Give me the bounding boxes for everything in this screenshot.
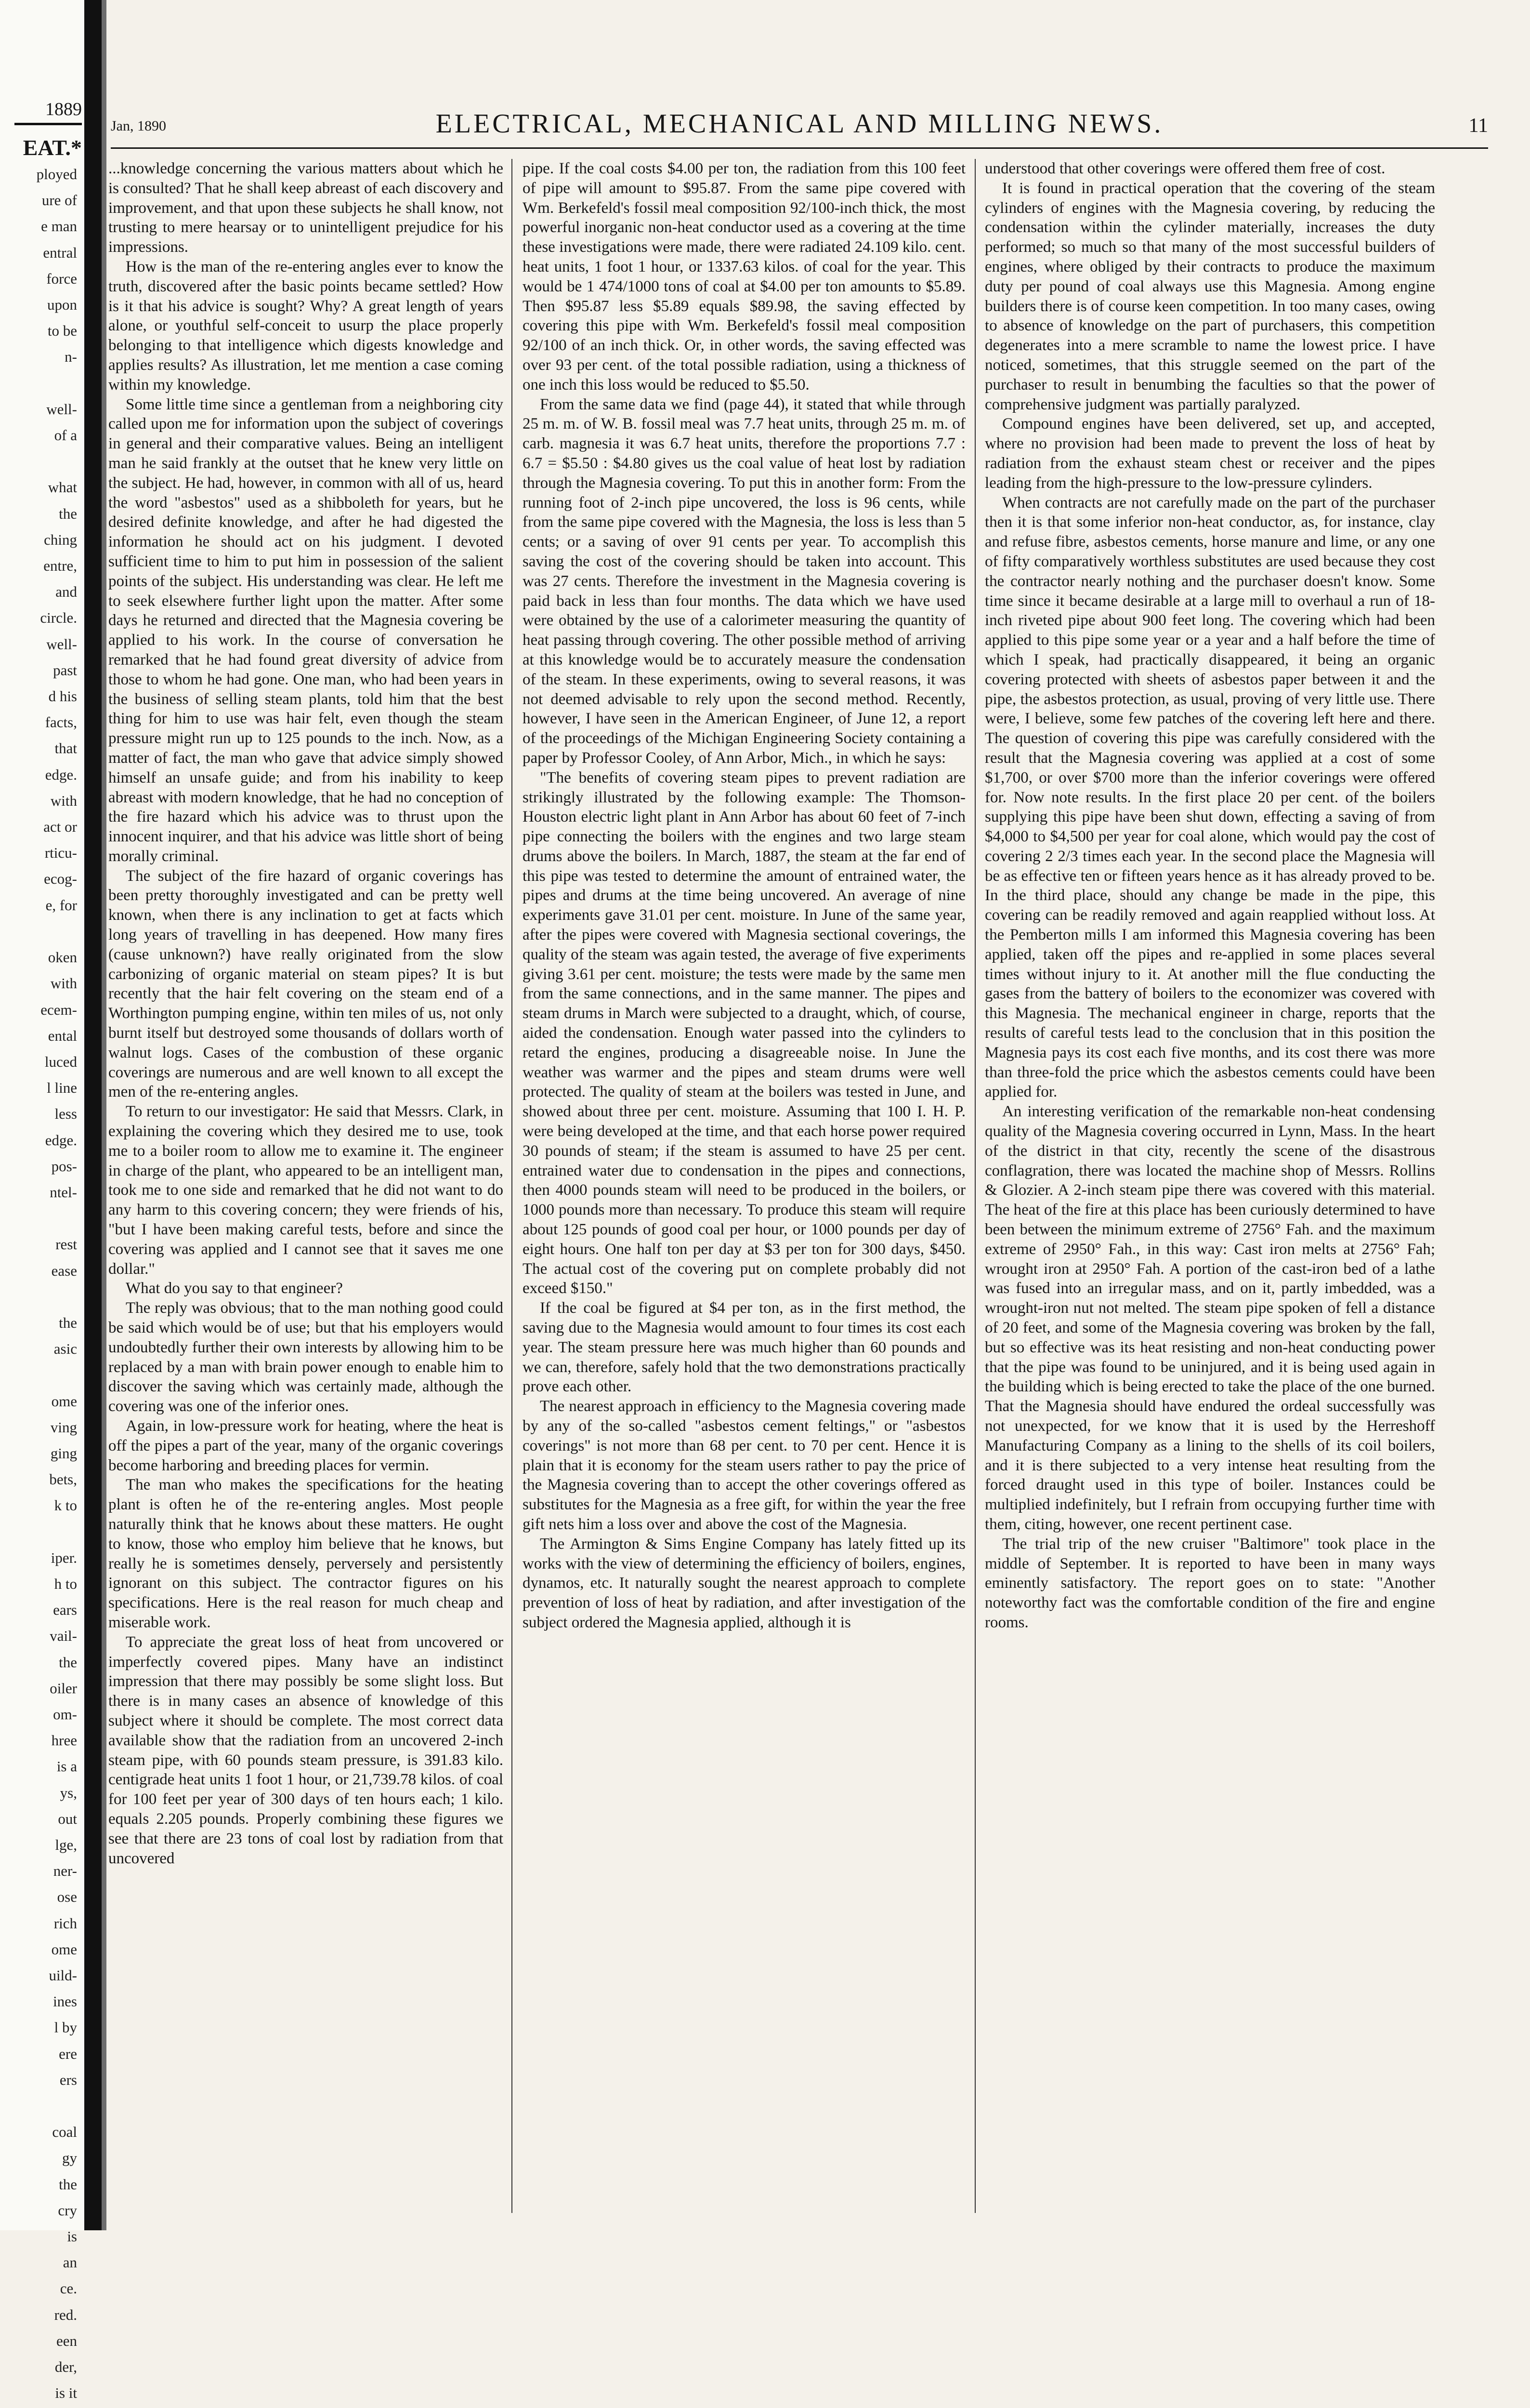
column-divider xyxy=(975,159,976,2213)
paragraph: To return to our investigator: He said that Messrs. Clark, in explaining the covering which they desired me to use, took me to a boiler room to allow me to examine it. The engineer in charge of the plant, who appeared to be an intelligent man, took me to one side and remarked that he did not want to do any harm to this covering concern; they were friends of his, "but I have been making careful tests, before and since the covering was applied and I cannot see that it saves me one dollar." xyxy=(108,1103,503,1278)
paragraph: The subject of the fire hazard of organic coverings has been pretty thoroughly investigated and can be pretty well known, when there is any inclination to get at facts which long years of travelling in has deepened. How many fires (cause unknown?) have really originated from the slow carbonizing of organic material on steam pipes? It is but recently that the hair felt covering on the steam end of a Worthington pumping engine, within ten miles of us, not only burnt itself but destroyed some thousands of dollars worth of walnut logs. Cases of the combustion of these organic coverings are numerous and are well known to all except the men of the re-entering angles. xyxy=(108,867,503,1101)
previous-page-edge xyxy=(0,0,84,2402)
paragraph: Again, in low-pressure work for heating, where the heat is off the pipes a part of the year, many of the organic coverings become harboring and breeding places for vermin. xyxy=(108,1417,503,1474)
paragraph: pipe. If the coal costs $4.00 per ton, the radiation from this 100 feet of pipe will amount to $95.87. From the same pipe covered with Wm. Berkefeld's fossil meal composition 92/100-inch thick, the most powerful inorganic non-heat conductor used as a covering at the time these investigations were made, there were radiated 24.109 kilo. cent. heat units, 1 foot 1 hour, or 1337.63 kilos. of coal for the year. This would be 1 474/1000 tons of coal at $4.00 per ton amounts to $5.89. Then $95.87 less $5.89 equals $89.98, the saving effected by covering this pipe with Wm. Berkefeld's fossil meal composition 92/100 of an inch thick. Or, in other words, the saving effected was over 93 per cent. of the total possible radiation, using a thickness of one inch this loss would be reduced to $5.50. xyxy=(523,160,966,393)
paragraph: The man who makes the specifications for the heating plant is often he of the re-entering angles. Most people naturally think that he knows about these matters. He ought to know, those who employ him believe that he knows, but really he is sometimes densely, perversely and persistently ignorant on this subject. The contractor figures on his specifications. Here is the real reason for much cheap and miserable work. xyxy=(108,1476,503,1631)
page-number: 11 xyxy=(1468,115,1488,137)
paragraph: "The benefits of covering steam pipes to prevent radiation are strikingly illustrated by the following example: The Thomson-Houston electric light plant in Ann Arbor has about 60 feet of 7-inch pipe connecting the boilers with the engines and two large steam drums above the boilers. In March, 1887, the steam at the far end of this pipe was tested to determine the amount of entrained water, the pipes and drums at the time being uncovered. An average of nine experiments gave 31.01 per cent. moisture. In June of the same year, after the pipes were covered with Magnesia sectional coverings, the quality of the steam was again tested, the average of five experiments giving 3.61 per cent. moisture; the tests were made by the same men from the same connections, and in the same manner. The pipes and steam drums in March were subjected to a draught, which, of course, aided the condensation. Enough water passed into the cylinders to retard the engines, producing a disagreeable noise. In June the weather was warmer and the pipes and steam drums were well protected. The quality of steam at the boilers was tested in June, and showed about three per cent. moisture. Assuming that 100 I. H. P. were being developed at the time, and that each horse power required 30 pounds of steam; if the steam is assumed to have 25 per cent. entrained water due to condensation in the pipes and connections, then 4000 pounds steam will need to be produced in the boilers, or 1000 pounds more than necessary. To produce this steam will require about 125 pounds of good coal per hour, or 1000 pounds per day of eight hours. One half ton per day at $3 per ton for 300 days, $450. The actual cost of the covering put on complete probably did not exceed $150." xyxy=(523,769,966,1297)
header-rule xyxy=(111,147,1488,149)
paragraph: To appreciate the great loss of heat from uncovered or imperfectly covered pipes. Many have an indistinct impression that there may possibly be some slight loss. But there is in many cases an absence of knowledge of this subject where it should be complete. The most correct data available show that the radiation from an uncovered 2-inch steam pipe, with 60 pounds steam pressure, is 391.83 kilo. centigrade heat units 1 foot 1 hour, or 21,739.78 kilos. of coal for 100 feet per year of 300 days of ten hours each; 1 kilo. equals 2.205 pounds. Properly combining these figures we see that there are 23 tons of coal lost by radiation from that uncovered xyxy=(108,1633,503,1867)
paragraph: How is the man of the re-entering angles ever to know the truth, discovered after the basic points became settled? How is it that his advice is sought? Why? A great length of years alone, or youthful self-conceit to usurp the place properly belonging to that intelligence which digests knowledge and applies results? As illustration, let me mention a case coming within my knowledge. xyxy=(108,258,503,393)
paragraph: If the coal be figured at $4 per ton, as in the first method, the saving due to the Magnesia would amount to four times its cost each year. The steam pressure here was much higher than 60 pounds and we can, therefore, safely hold that the two demonstrations practically prove each other. xyxy=(523,1299,966,1396)
previous-page-rule xyxy=(14,123,82,125)
previous-page-fragments: ployed ure of e man entral force upon to be n- well- of a what the ching entre, and circle. well- past d his facts, that edge. with act or rticu- ecog- e, for oken with ecem- ental luced l line less edge. pos- ntel- rest ease the asic ome ving ging bets, k to iper. h to ears vail- the oiler om- hree is a ys, out lge, ner- ose rich ome uild- ines l by ere ers coal gy the cry is an ce. red. een der, is it xyxy=(36,166,77,2402)
column-3 xyxy=(985,159,1435,2215)
paragraph: When contracts are not carefully made on the part of the purchaser then it is that some inferior non-heat conductor, as, for instance, clay and refuse fibre, asbestos cements, horse manure and lime, or any one of fifty comparatively worthless substitutes are used because they cost the contractor nearly nothing and the purchaser doesn't know. Some time since it became desirable at a large mill to overhaul a run of 18-inch riveted pipe about 900 feet long. The covering which had been applied to this pipe some year or a year and a half before the time of which I speak, had practically disappeared, it being an organic covering protected with sheets of asbestos paper between it and the pipe, the asbestos protection, as usual, proving of very little use. There were, I believe, some few patches of the covering left here and there. The question of covering this pipe was carefully considered with the result that the Magnesia covering was applied at a cost of some $1,700, or over $700 more than the inferior coverings were offered for. Now note results. In the first place 20 per cent. of the boilers supplying this pipe have been shut down, effecting a saving of from $4,000 to $4,500 per year for coal alone, which would pay the cost of covering 2 2/3 times each year. In the second place the Magnesia will be as effective ten or fifteen years hence as it has already proved to be. In the third place, should any change be made in the pipe, this covering can be readily removed and again reapplied without loss. At the Pemberton mills I am informed this Magnesia covering has been applied, taken off the pipes and re-applied in some places several times without injury to it. At another mill the flue conducting the gases from the battery of boilers to the economizer was covered with this Magnesia. The mechanical engineer in charge, reports that the results of careful tests lead to the conclusion that in this position the Magnesia pays its cost each five months, and its cost there was more than three-fold the price which the asbestos cements could have been applied for. xyxy=(985,494,1435,1101)
column-1 xyxy=(108,159,503,2215)
paragraph: What do you say to that engineer? xyxy=(126,1280,343,1297)
column-divider xyxy=(511,159,512,2213)
paragraph: An interesting verification of the remarkable non-heat condensing quality of the Magnesia covering occurred in Lynn, Mass. In the heart of the district in that city, recently the scene of the disastrous conflagration, there was located the machine shop of Messrs. Rollins & Glozier. A 2-inch steam pipe there was covered with this material. The heat of the fire at this place has been curiously determined to have been between the minimum extreme of 2756° Fah. and the maximum extreme of 2950° Fah., in this way: Cast iron melts at 2756° Fah; wrought iron at 2950° Fah. A portion of the cast-iron bed of a lathe was fused into an irregular mass, and on it, partly imbedded, was a wrought-iron nut not melted. The steam pipe spoken of fell a distance of 20 feet, and some of the Magnesia covering was broken by the fall, but so effective was its heat resisting and non-heat conducting power that the pipe was found to be uninjured, and it is being used again in the building which is being erected to take the place of the one burned. That the Magnesia should have endured the ordeal successfully was not unexpected, for we know that it is used by the Herreshoff Manufacturing Company as a lining to the shells of its coil boilers, and it is there subjected to a very intense heat resulting from the forced draught used in this type of boiler. Instances could be multiplied indefinitely, but I refrain from occupying further time with them, citing, however, one recent pertinent case. xyxy=(985,1103,1435,1533)
paragraph: It is found in practical operation that the covering of the steam cylinders of engines with the Magnesia covering, by reducing the condensation within the cylinder materially, increases the duty performed; so much so that many of the most successful builders of engines, where obliged by their contracts to produce the maximum duty per pound of coal always use this Magnesia. Among engine builders there is of course keen competition. In too many cases, owing to absence of knowledge on the part of purchasers, this competition degenerates into a mere scramble to name the lowest price. I have noticed, sometimes, that this struggle seemed on the part of the purchaser to result in benumbing the faculties so that the power of comprehensive judgment was partially paralyzed. xyxy=(985,179,1435,413)
previous-page-heading: EAT.* xyxy=(23,135,82,160)
paragraph: ...knowledge concerning the various matters about which he is consulted? That he shall keep abreast of each discovery and improvement, and that upon these subjects he shall know, not trusting to mere hearsay or to unintelligent prejudice for his impressions. xyxy=(108,160,503,256)
paragraph: understood that other coverings were offered them free of cost. xyxy=(985,160,1386,177)
page-title: ELECTRICAL, MECHANICAL AND MILLING NEWS. xyxy=(435,109,1164,139)
previous-page-date: 1889 xyxy=(45,99,82,119)
column-2 xyxy=(523,159,966,2215)
paragraph: From the same data we find (page 44), it stated that while through 25 m. m. of W. B. fossil meal was 7.7 heat units, through 25 m. m. of carb. magnesia it was 6.7 heat units, therefore the proportions 7.7 : 6.7 = $5.50 : $4.80 gives us the coal value of heat lost by radiation through the Magnesia covering. To put this in another form: From the running foot of 2-inch pipe uncovered, the loss is 96 cents, while from the same pipe covered with the Magnesia, the loss is less than 5 cents; or a saving of over 91 cents per year. To accomplish this saving the cost of the covering should be taken into account. This was 27 cents. Therefore the investment in the Magnesia covering is paid back in less than four months. The data which we have used were obtained by the use of a calorimeter measuring the quantity of heat passing through covering. The other possible method of arriving at this knowledge would be to accurately measure the condensation of the steam. In these experiments, owing to several reasons, it was not deemed advisable to rely upon the second method. Recently, however, I have seen in the American Engineer, of June 12, a report of the proceedings of the Michigan Engineering Society containing a paper by Professor Cooley, of Ann Arbor, Mich., in which he says: xyxy=(523,395,966,767)
header-date: Jan, 1890 xyxy=(111,118,166,134)
page-header xyxy=(111,108,1488,144)
paragraph: The nearest approach in efficiency to the Magnesia covering made by any of the so-called "asbestos cement feltings," or "asbestos coverings" is not more than 68 per cent. to 70 per cent. Hence it is plain that it is economy for the steam users rather to pay the price of the Magnesia covering than to accept the other coverings offered as substitutes for the Magnesia as a free gift, for within the year the free gift nets him a loss over and above the cost of the Magnesia. xyxy=(523,1398,966,1533)
paragraph: Compound engines have been delivered, set up, and accepted, where no provision had been made to prevent the loss of heat by radiation from the exhaust steam chest or receiver and the pipes leading from the high-pressure to the low-pressure cylinders. xyxy=(985,415,1435,492)
binding-gutter xyxy=(84,0,102,2230)
paragraph: The trial trip of the new cruiser "Baltimore" took place in the middle of September. It is reported to have been in many ways eminently satisfactory. The report goes on to state: "Another noteworthy fact was the comfortable condition of the fire and engine rooms. xyxy=(985,1535,1435,1631)
paragraph: Some little time since a gentleman from a neighboring city called upon me for information upon the subject of coverings in general and their comparative values. Being an intelligent man he said frankly at the outset that he knew very little on the subject. He had, however, in common with all of us, heard the word "asbestos" used as a shibboleth for years, but he desired definite knowledge, and after he had digested the information he should act on his judgment. I devoted sufficient time to him to put him in possession of the salient points of the subject. His understanding was clear. He left me to seek elsewhere further light upon the matter. After some days he returned and directed that the Magnesia covering be applied to his work. In the course of conversation he remarked that he had found great diversity of advice from those to whom he had gone. One man, who had been years in the business of selling steam plants, told him that the best thing for him to use was hair felt, even though the steam pressure might run up to 125 pounds to the inch. Now, as a matter of fact, the man who gave that advice simply showed himself an unsafe guide; and from his inability to keep abreast with modern knowledge, that he had no conception of the fire hazard which his advice was to thrust upon the innocent inquirer, and that his advice was little short of being morally criminal. xyxy=(108,395,503,865)
paragraph: The Armington & Sims Engine Company has lately fitted up its works with the view of determining the efficiency of boilers, engines, dynamos, etc. It naturally sought the nearest approach to complete prevention of loss of heat by radiation, and after investigation of the subject ordered the Magnesia applied, although it is xyxy=(523,1535,966,1631)
paragraph: The reply was obvious; that to the man nothing good could be said which would be of use; but that his employers would undoubtedly further their own interests by allowing him to be replaced by a man with brain power enough to enable him to discover the saving which was certainly made, although the covering was one of the inferior ones. xyxy=(108,1299,503,1415)
